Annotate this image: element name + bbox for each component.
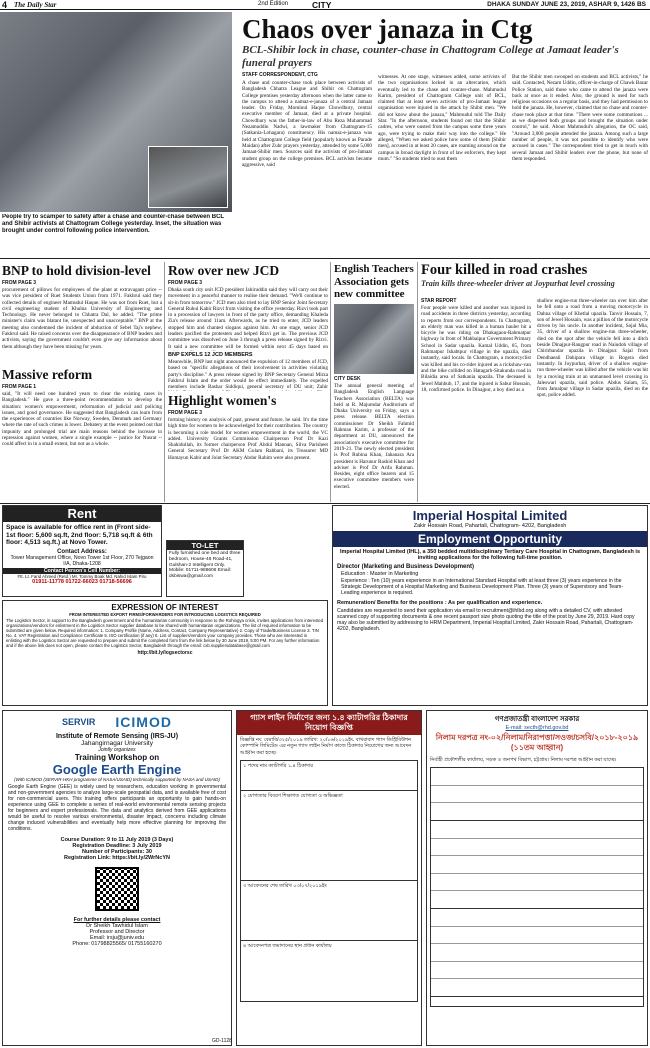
rsgis-ad: [2, 710, 232, 1046]
rent-contact-title: Contact Address:: [57, 548, 107, 555]
column-rule: [164, 262, 165, 502]
massive-headline: Massive reform: [2, 367, 93, 382]
rsgis-contact-email: Email: irsju@juniv.edu: [89, 935, 145, 941]
rent-person-title: Contact Person's Cell Number:: [3, 568, 161, 574]
highlight-headline: Highlight women's: [168, 393, 277, 408]
highlight-body: forming history on analysis of past, present and future, he said. It's the time high time for women to be acknowledged for their contribution. The country is becoming a role model for women empowerment in the world, the VC added. University Grants Commission Chairperson Prof Dr Kazi Shahidullah, its former chairperson Prof Abdul Mannan, Silva Parisheet General Secretary Prof Dr AKM Golam Rabbani, its Treasurer MD Humayun Kabir and Joint Secretary Abdur Rahim were also present.: [168, 417, 328, 461]
rent-title: Rent: [3, 506, 161, 522]
ad-code: GD-1128: [212, 1038, 232, 1044]
rsgis-institute: Institute of Remote Sensing (IRS-JU): [55, 733, 179, 740]
imperial-experience: Experience : Ten (10) years experience in an International Standard Hospital with at least three (3) years experience in the Strategic Development of a Hospital Marketing and Business Development Plan. Three (3) years of Supervisory and Team-Leading experience is required.: [341, 578, 624, 597]
column-rule: [330, 262, 331, 502]
rsgis-deadline: Registration Deadline: 3 July 2019: [72, 843, 162, 849]
lead-col-2: witnesses. At one stage, witnesses added, some activists of the two organisations locked in an altercation, which eventually led to the chase and counter-chase. Mahmudul Karim, president of Chattogram College unit of BCL, claimed that at least seven activists of pro-Jamaat league organisation were injured in the attack by Shibir men. "We did not know about the janaza," Mahmudul told The Daily Star. "In the afternoon, students found out that the Shibir cadres, who were ousted from the campus some three years ago, were trying to make their way into the college." He alleged, "When we asked police how some of them [Shibir men], accused in at least 20 cases, are roaming around on the campus in broad daylight in front of law enforcers, they kept mum." "So students tried to oust them: [378, 74, 506, 162]
expression-link: http://bit.ly/logsectorsc: [137, 649, 193, 656]
servir-logo: SERVIR: [62, 717, 96, 727]
massive-byline: FROM PAGE 1: [2, 384, 37, 390]
divider: [0, 258, 650, 259]
nilam-ad: [426, 710, 648, 1046]
jcd-headline: Row over new JCD: [168, 263, 280, 278]
gas-table: [240, 760, 418, 1002]
crashes-col-1: Four people were killed and another was injured in road accidents in three districts yesterday, according to reports from our correspondents. In Chattogram, an elderly man was killed in a human hauler hit a bicycle he was riding on Dhakagaon-Rahmatpur highway in front of Mahbaipur Government Primary School in Sadar upazila. Kamal Uddin, 65, from Rahmatpur Ishabtpur village in the upazila, died instantly, said locals. In Chattogram, a motorcyclist was killed and his co-rider injured as a rickshaw-van and the bike collided on Hatagarh-Sitakunda road in Bilaidia area of Satkania upazila. The deceased is Jewel Mahbub, 17, and the injured is Sabur Hossain, 18, confirmed police. In Dinajpur, a boy died as a: [421, 305, 531, 393]
imperial-banner: Employment Opportunity: [333, 531, 647, 547]
gas-ad: [236, 710, 422, 1046]
rsgis-link[interactable]: Registration Link: https://bit.ly/2WrNcYN: [64, 855, 170, 861]
tolet-text: Fully furnished one bed and three bedroom, House-46 Road-41, Gulshan-2 Intelligent Only. Mobile: 01711-988606 Email: dsbiswa@gmail.com: [169, 551, 241, 580]
icimod-logo: ICIMOD: [115, 714, 172, 730]
crashes-deck: Train kills three-wheeler driver at Joypurhat level crossing: [421, 279, 615, 288]
section-name: CITY: [312, 0, 332, 10]
bnp-byline: FROM PAGE 3: [2, 280, 37, 286]
imperial-ad: [332, 505, 648, 706]
rent-phones: 01911-11778 01722-66023 01718-56696: [32, 578, 132, 585]
imperial-position: Director (Marketing and Business Development): [337, 564, 475, 570]
english-photo: [334, 304, 414, 374]
rent-persons: Ftt. Lt. Farid Ahmed (Retd.) Mr. Tommy Boak Md. Nahid Islam Piru: [17, 573, 147, 579]
masthead: [0, 0, 650, 10]
lead-photo-inset: [148, 146, 228, 208]
crashes-col-2: shallow engine-run three-wheeler ran over him after he fell onto a road from a moving motorcycle in Dahna village of Khetlal upazila. Tanvir Hossain, 7, son of Jewel Hossain, was a pillion of the motorcycle driven by his uncle. In another incident, Sojal Mia, 35, driver of a shallow engine-run three-wheeler, died on the spot after the vehicle fell into a ditch beside Dinajpur-Rangpur road in Naiudoh village of Chirirbandar upazila in Dinajpur. Sajal from Dendhaeali Dahipara village in Rogera died instantly. In Joypurhat, driver of a shallow engine-run three-wheeler was killed after the vehicle was hit by a moving train at an unmanned level crossing in Jaleswari upazila, said police. Abdus Salam, 55, from Jamalpur village in Sadar upazila, died on the spot, police added.: [537, 298, 648, 399]
imperial-apply: Candidates are requested to send their application via email to recruitment@ihlbd.org along with a detailed CV, with attested scanned copy of supporting documents & one recent passport size photo quoting the title of the post by June 29, 2019. Hard copy may also be submitted by addressing to HRM Department, Imperial Hospital Limited, Zakir Hossain Road, Pahartali, Chattogram- 4202, Bangladesh.: [337, 607, 635, 633]
highlight-byline: FROM PAGE 3: [168, 410, 203, 416]
table-row: ৪ আবেদনপত্র জমাদানের স্থান প্রধান কার্যালয়: [243, 943, 332, 950]
gas-text: বিজ্ঞপ্তি নং: বেমাবি/৩২৫/২০১৯ তারিখ: ২০/০৬/২০১৯ইং. বাখরাবাদ গ্যাস ডিস্ট্রিবিউশন কোম্পানি লিমিটেড এর নতুন গ্যাস লাইন নির্মাণ কাজে ঠিকাদার নিয়োগের জন্য আবেদন আহ্বান করা হচ্ছে।: [240, 737, 412, 756]
nilam-email: E-mail: secth@rhd.gov.bd: [505, 725, 569, 731]
rsgis-dates: Course Duration: 9 to 11 July 2019 (3 Days): [60, 837, 174, 843]
crashes-byline: STAR REPORT: [421, 298, 457, 304]
jcd-body: Dhaka south city unit JCD president Jahiruddin said they will carry out their movement in a peaceful manner to realise their demand. "We'll continue to sit-in from tomorrow." JCD men also tried to lay BNP Senior Joint Secretary General Ruhul Kabir Rizvi from visiting the office yesterday. Rizvi took part in a procession of lawyers in front of the party office, demanding Khaleda Zia's release around 11am. Afterwards, as he tried to enter, JCD leaders stopped him and chanted slogans against him. At one stage, senior JCD leaders pacified the protesters and helped Rizvi get in. The previous JCD committee was dissolved on June 3 through a press release signed by Rizvi. It said a new committee will be formed within next 45 days based on: [168, 287, 328, 350]
nilam-title: নিলাম দরপত্র নং-০২/নিলাম/নিরাপত্তা/সওজ/চসবি/২০১৮-২০১৯ (১১তম আহ্বান): [435, 733, 639, 752]
expression-title: EXPRESSION OF INTEREST: [111, 603, 219, 612]
rsgis-with: (With ICIMOD (SERVIR-HKH programme of NASA/USAID) technically supported by NASA and USAID): [14, 777, 220, 782]
imperial-education: Education : Master in Marketing: [341, 571, 419, 577]
expression-ad: [2, 600, 328, 706]
english-body: The annual general meeting of Bangladesh English Language Teachers Association (BELTA) was held at R. Majumdar Auditorium of Dhaka University on Friday, says a press release. BELTA election commissioner Dr Sheikh Fahmid Rahman Karim, a professor of the department at DU, announced the association's executive committee for 2019-21. The newly elected president is Prof Rubina Khan, Jahanara Ara president is Harunur Rashid Khan and adviser is Prof Dr Arifa Rahman. Besides, eight office bearers and 15 executive committee members were elected.: [334, 383, 414, 490]
table-row: ৩ আবেদনের শেষ তারিখ ০৩/০৭/২০১৯ইং: [241, 881, 417, 941]
expression-text: The Logistics Sector, in support to the Bangladesh government and the humanitarian community in response to the Rohingya crisis, invites applications from interested organizations/vendors for enlistment in the Logistics Sector supplier database to be shared with humanitarian organizations. The list of required information to be submitted are given below. Required information: 1. Company Profile (Name, Address, Contact, Company Representative) 2. Copy of Trade/Business License 3. TIN No. 4. VAT Registration and Compliance Certificate 5. ISO certification (if any) 6. List of suppliers/vendors your company provides. Those who are interested in enlisting with the Logistics Sector are requested to prepare and submit the completed form from the link below by 30 June 2019, 5:00 PM. For any further information and if the above link does not open, please contact the Logistics Sector, Bangladesh through the email: cxb.suppliersdatabase@gmail.com: [6, 618, 324, 649]
imperial-remuneration: Remuneration/ Benefits for the positions : As per qualification and experience.: [337, 599, 543, 606]
english-headline: English Teachers Association gets new committee: [334, 263, 414, 300]
crashes-headline: Four killed in road crashes: [421, 262, 588, 278]
table-row: ২ যোগ্যতার বিবরণ শিক্ষাগত যোগ্যতা ও অভিজ্ঞতা: [241, 791, 417, 881]
lead-col-3: But the Shibir men swooped on students and BCL activists," he said. Contacted, Nezam Uddin, officer-in-charge of Chawk Bazar Police Station, said those who came to attend the janaza were back at once as it ended. Also, the ground is used for such religious occasions on a regular basis, and they had permission to hold the janaza. He, however, claimed that no chase and counter-chase took place at that time. "There were some commotions ... as we dispersed both groups and brought the situation under control," he said. About Mahmudul's allegation, the OC said, "Around 3,000 people attended the janaza. Among such a large number of people, it was not possible to identify who were accused in cases." The correspondent tried to get in touch with several Jamaat and Shibir leaders over the phone, but none of them responded.: [512, 74, 648, 162]
rsgis-text: Google Earth Engine (GEE) is widely used by researchers, education working in governmental and non-government agencies to analyze large-scale geospatial data, and is available free of cost for non-commercial users. This training offers participants an opportunity to gain hands-on experience using GEE to complete a series of real-world environmental remote sensing projects for beginners and expert professionals. The data and analytics derived from GEE applications would be useful to resolve various environmental, disaster impact, concerns including climate change induced vulnerabilities and eventually help more effective planning for improving the conditions.: [8, 784, 226, 832]
jcd-subbody: Meanwhile, BNP last night announced the expulsion of 12 members of JCD, based on "specific allegations of their involvement in activities violating party's discipline." A press release signed by BNP Secretary General Mirza Fakhrul Islam and the order would be effect immediately. The expelled members include Bashar Siddiqui, general secretary of DU unit; Zahir: [168, 359, 328, 391]
lead-headline: Chaos over janaza in Ctg: [242, 14, 533, 44]
rsgis-contact-title: For further details please contact: [73, 917, 161, 923]
rent-text: Space is available for office rent in (Front side- 1st floor: 5,600 sq.ft, 2nd floor: 5,718 sq.ft & 6th floor: 4,513 sq.ft.) at Novo Tower.: [6, 524, 153, 546]
lead-deck: BCL-Shibir lock in chase, counter-chase in Chattogram College at Jamaat leader's funeral prayers: [242, 44, 619, 69]
expression-subtitle: FROM INTERESTED EXPORT FIRMS/FORWARDERS FOR INTRODUCING LOGISTICS REQUIRED: [69, 612, 261, 617]
tolet-title: TO-LET: [167, 541, 243, 550]
english-byline: CITY DESK: [334, 376, 361, 382]
column-rule: [417, 262, 418, 502]
table-row: ১ পদের নাম ক্যাটাগরি ১.৪ ঠিকাদার: [241, 761, 417, 791]
rent-contact-text: Tower Management Office, Novo Tower 1st Floor, 270 Tejgaon I/A, Dhaka-1208: [10, 554, 154, 567]
nilam-table: [430, 767, 644, 1007]
dateline: DHAKA SUNDAY JUNE 23, 2019, ASHAR 9, 1426 BS: [487, 1, 646, 8]
nilam-org: গণপ্রজাতন্ত্রী বাংলাদেশ সরকার: [494, 716, 580, 723]
rsgis-topic: Google Earth Engine: [52, 762, 182, 777]
rsgis-contact-name: Dr Sheikh Tawhidul Islam: [86, 923, 148, 929]
jcd-byline: FROM PAGE 3: [168, 280, 203, 286]
imperial-address: Zakir Hossain Road, Pahartali, Chattogram- 4202, Bangladesh: [413, 523, 567, 529]
jcd-subhead: BNP EXPELS 12 JCD MEMBERS: [168, 352, 253, 358]
rsgis-university: Jahangirnagar University: [81, 740, 153, 747]
rsgis-qr-code: [95, 867, 139, 911]
bnp-body: procurement of pillows for employees of the plant at extravagant price -- was vice president of Ruet Students Union from 1971. Fakhrul said they collected details of engineer Mamudul Haque. He was not from Ruet, but a civil engineering student of Khulna University of Engineering and Technology. He never belonged to Chhatra Dal, he added. "The prime minister's claim was blatant lie, unexpected and unacceptable." BNP at the meeting also condemned the incident of abduction of Sebel Taj's nephew, Fakhrul said. He raised concerns over the disappearance of BNP leaders and activists, saying the government couldn't even give any information about them although they have been missing for years.: [2, 287, 162, 350]
divider: [0, 503, 650, 504]
imperial-name: Imperial Hospital Limited: [412, 508, 568, 523]
rsgis-contact-role: Professor and Director: [89, 929, 145, 935]
lead-col-1: A chase and counter-chase took place between activists of Bangladesh Chhatra League and Shibir on Chattogram College premises yesterday afternoon when the latter came to the campus to attend a namaz-e-janaza of a central Jamaat leader. On Friday, Mominul Haque Chowdhury, central executive member of Jamaat, died at a private hospital. Chowdhury was the father-in-law of Abu Reza Muhammad Nezamuddin Nadwi, a lawmaker from Chattogram-15 (Satkania-Lohagara) constituency. His namaz-e-janaza was held at Chattogram College field (popularly known as Parade Maidan) after Zuhr prayers yesterday, attended by some 5,000 Jamaat-Shibir men. Sources said the activists of pro-Jamaat student group on the college premises. BCL activists became aggressive, said: [242, 80, 372, 168]
page-number: 4: [2, 0, 8, 10]
rsgis-training: Training Workshop on: [74, 753, 160, 762]
lead-byline: STAFF CORRESPONDENT, CTG: [242, 72, 318, 78]
gas-title: গ্যাস লাইন নির্মাণের জন্য ১.৪ ক্যাটাগরির ঠিকাদার নিয়োগ বিজ্ঞপ্তি: [237, 711, 421, 735]
rsgis-jointly: Jointly organizes: [98, 747, 136, 753]
lead-photo: [0, 12, 232, 212]
massive-body: said, "It will need one hundred years to clear the existing cases in Bangladesh." He gave a three-point recommendation to develop the situation: women's empowerment, reformation of judicial and policing issues, and good governance. He suggested that Bangladesh can learn from the experiences of countries like Norway, Sweden, Denmark and Germany where the rate of such crimes is lower. Debatery at the event pointed out that impunity and prolonged trial are main reasons behind the increase in repression against women, where a single example -- justice for Nusrat -- could affect in in a small extent, but not as a whole.: [2, 391, 162, 448]
rsgis-logos: [3, 711, 231, 733]
rsgis-participants: Number of Participants: 30: [82, 849, 152, 855]
rent-ad: [2, 505, 162, 597]
tolet-ad: [166, 540, 244, 597]
paper-name: The Daily Star: [14, 1, 57, 9]
rsgis-contact-phone: Phone: 01798825565/ 01755160270: [72, 941, 162, 947]
nilam-text: নির্বাহী প্রকৌশলীর কার্যালয়, সড়ক ও জনপথ বিভাগ, চট্টগ্রাম। নিলাম দরপত্র আহ্বান করা যাচ্ছে।: [430, 757, 617, 763]
edition: 2nd Edition: [258, 1, 289, 7]
imperial-intro: Imperial Hospital Limited (IHL), a 350 bedded multidisciplinary Tertiary Care Hospital in Chattogram, Bangladesh is inviting applications for the following full-time position.: [339, 549, 641, 561]
bnp-headline: BNP to hold division-level: [2, 263, 151, 278]
lead-photo-caption: People try to scamper to safety after a chase and counter-chase between BCL and Shibir activists at Chattogram College yesterday. Inset, the situation was brought under control following police intervention.: [2, 214, 224, 235]
